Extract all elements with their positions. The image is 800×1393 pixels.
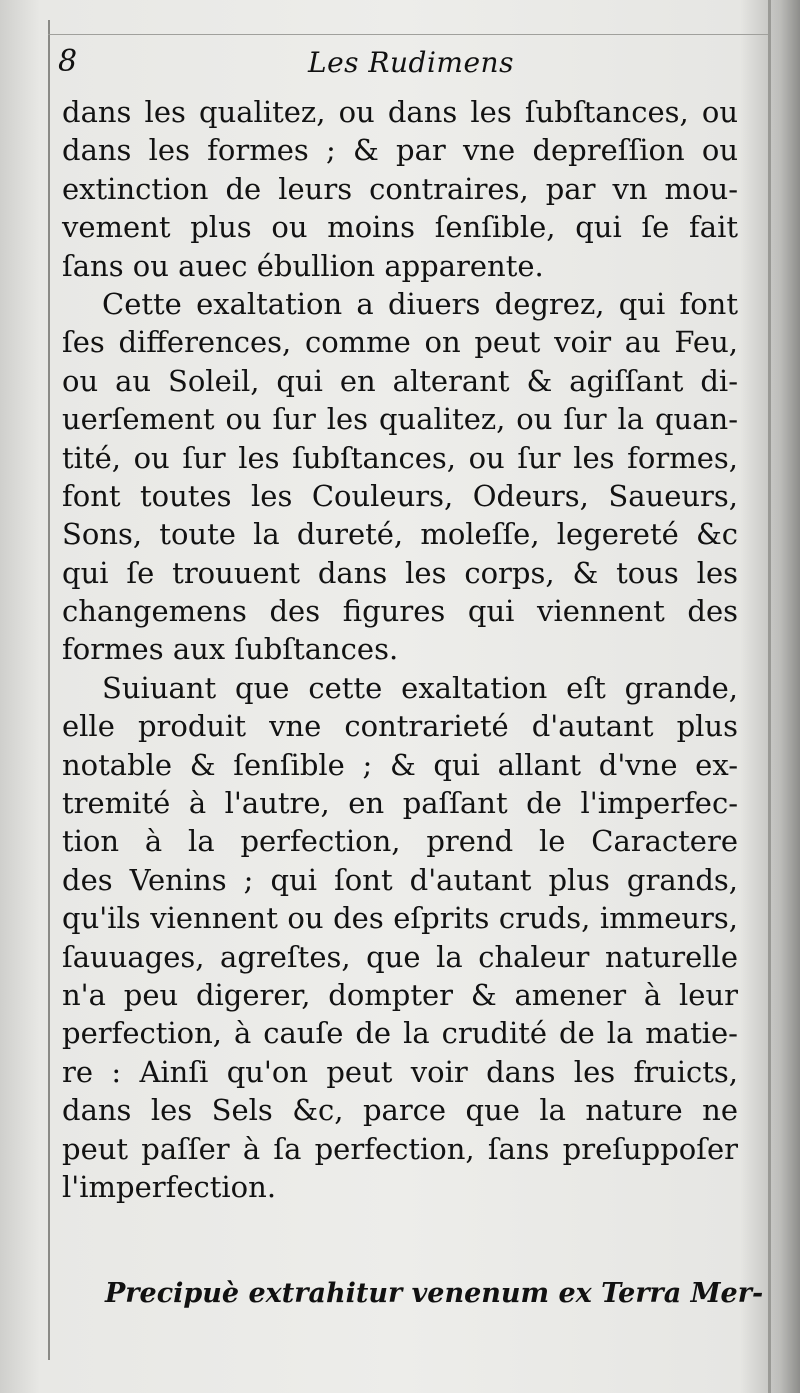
catchline: Precipuè extrahitur venenum ex Terra Mer- [105, 1278, 764, 1309]
text-line: ou au Soleil, qui en alterant & agiſſant di- [62, 363, 738, 398]
running-title: Les Rudimens [308, 46, 514, 79]
text-line: perfection, à cauſe de la crudité de la matie- [62, 1016, 738, 1051]
page-header [58, 44, 738, 92]
page-gutter-edge [768, 0, 771, 1393]
text-line: dans les qualitez, ou dans les ſubſtances, ou [62, 95, 738, 129]
text-line: l'imperfection. [62, 1169, 277, 1204]
page-frame-left-rule [48, 20, 50, 1360]
text-line: dans les Sels &c, parce que la nature ne [62, 1093, 738, 1128]
text-line: n'a peu digerer, dompter & amener à leur [62, 977, 738, 1012]
text-line: formes aux ſubſtances. [62, 632, 399, 667]
text-line: notable & ſenſible ; & qui allant d'vne ex- [62, 747, 738, 782]
text-line: Cette exaltation a diuers degrez, qui font [102, 286, 738, 321]
text-line: changemens des figures qui viennent des [62, 594, 738, 629]
text-line: tremité à l'autre, en paſſant de l'imperfec- [62, 786, 738, 821]
text-line: des Venins ; qui ſont d'autant plus grands, [62, 862, 738, 897]
text-line: ſauuages, agreſtes, que la chaleur naturelle [62, 939, 738, 974]
text-line: Suiuant que cette exaltation eſt grande, [102, 670, 738, 705]
text-line: uerſement ou ſur les qualitez, ou ſur la quan- [62, 402, 738, 437]
text-line: re : Ainſi qu'on peut voir dans les fruicts, [62, 1054, 738, 1089]
page-frame-top-rule [48, 34, 768, 35]
page-number: 8 [58, 44, 78, 79]
text-line: Sons, toute la dureté, moleſſe, legereté &c [62, 517, 738, 552]
text-line: qu'ils viennent ou des eſprits cruds, immeurs, [62, 901, 738, 936]
text-line: elle produit vne contrarieté d'autant plus [62, 709, 738, 744]
text-line: font toutes les Couleurs, Odeurs, Saueurs, [62, 478, 738, 513]
text-line: ſans ou auec ébullion apparente. [62, 248, 544, 283]
text-line: extinction de leurs contraires, par vn mou- [62, 171, 738, 206]
text-line: vement plus ou moins ſenſible, qui ſe fait [62, 210, 738, 245]
text-line: peut paſſer à ſa perfection, ſans preſuppoſer [62, 1131, 738, 1166]
text-line: tité, ou ſur les ſubſtances, ou ſur les formes, [62, 440, 738, 475]
text-line: dans les formes ; & par vne depreſſion ou [62, 133, 738, 168]
body-text [62, 93, 738, 1206]
text-line: qui ſe trouuent dans les corps, & tous les [62, 555, 738, 590]
text-line: ſes differences, comme on peut voir au Feu, [62, 325, 738, 360]
text-line: tion à la perfection, prend le Caractere [62, 824, 738, 859]
